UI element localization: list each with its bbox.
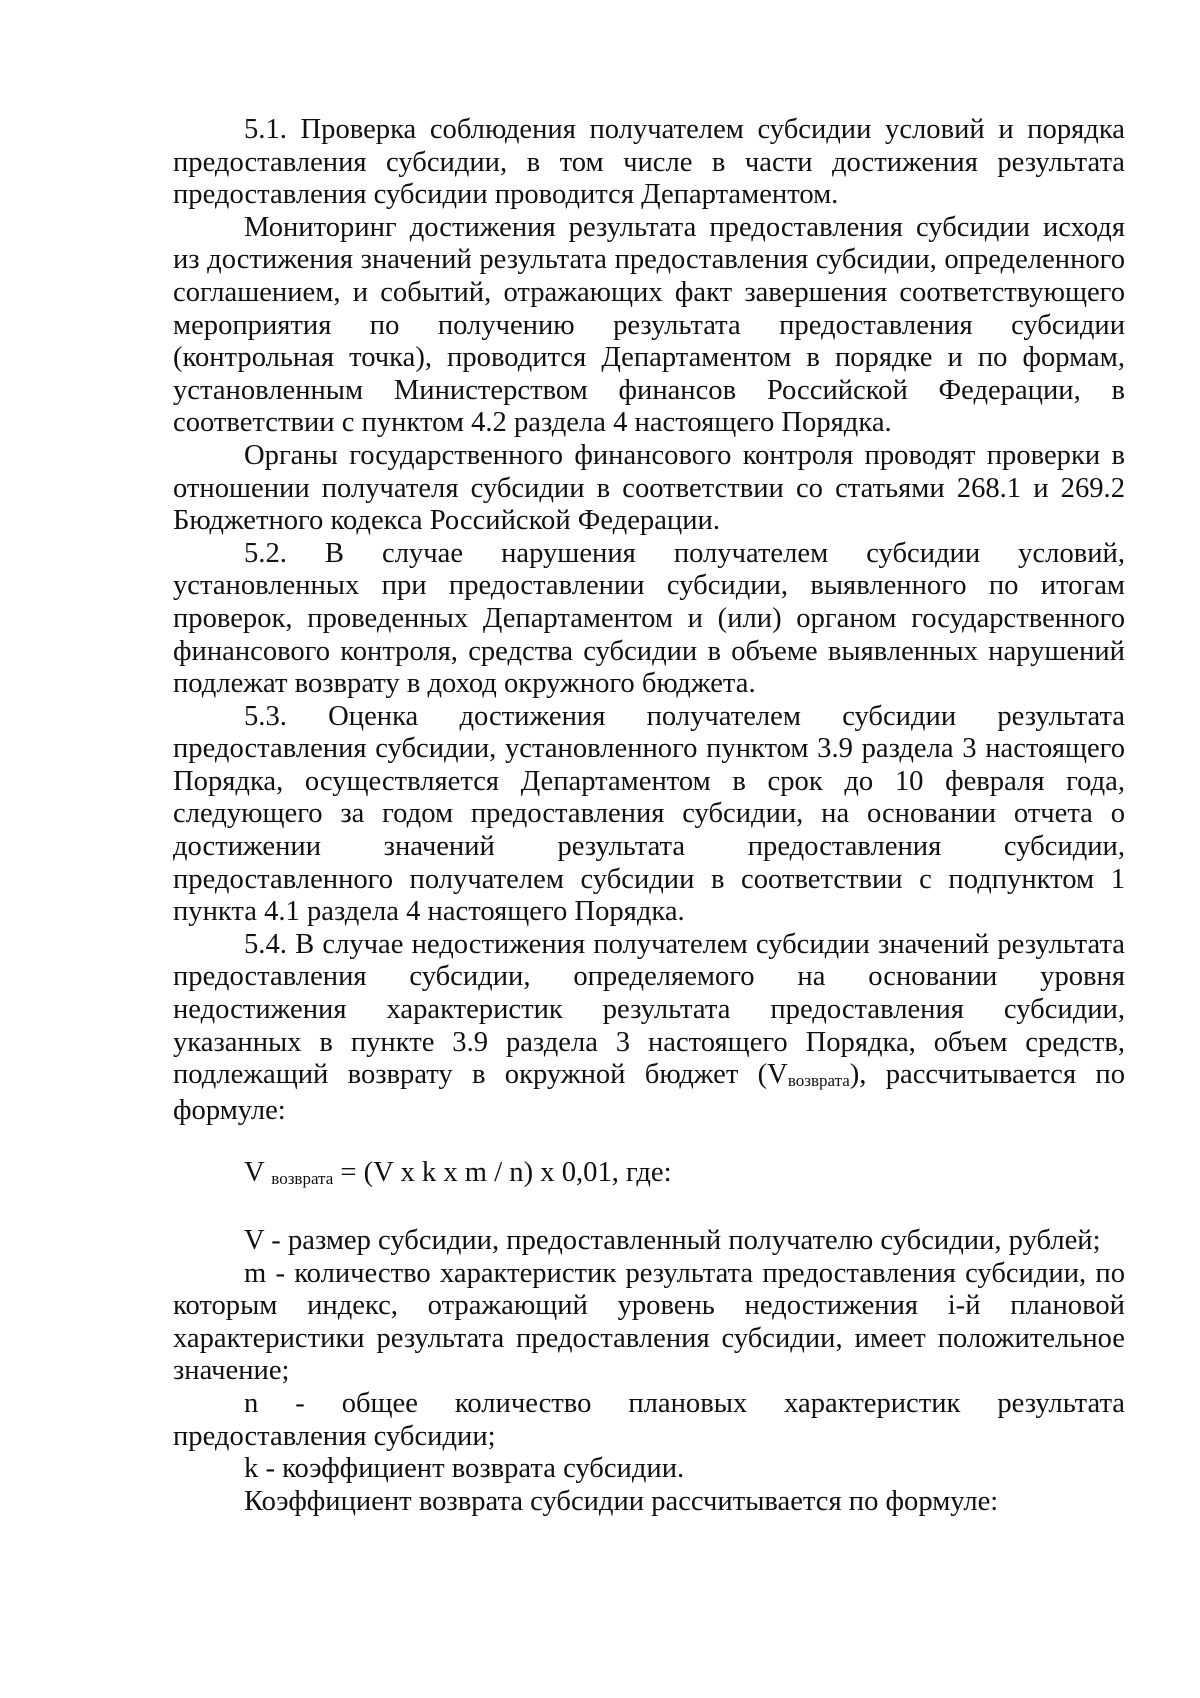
document-body: [173, 114, 1125, 1518]
return-formula: [173, 1127, 1125, 1225]
paragraph-5-2: 5.2. В случае нарушения получателем субсидии условий, установленных при предоставлении субсидии, выявленного по итогам проверок, проведенных Департаментом и (или) органом государственного финансового контроля, средства субсидии в объеме выявленных нарушений подлежат возврату в доход окружного бюджета.: [173, 537, 1125, 700]
paragraph-5-3: 5.3. Оценка достижения получателем субсидии результата предоставления субсидии, установленного пунктом 3.9 раздела 3 настоящего Порядка, осуществляется Департаментом в срок до 10 февраля года, следующего за годом предоставления субсидии, на основании отчета о достижении значений результата предоставления субсидии, предоставленного получателем субсидии в соответствии с подпунктом 1 пункта 4.1 раздела 4 настоящего Порядка.: [173, 700, 1125, 928]
formula-lhs: V: [244, 1157, 265, 1189]
paragraph-5-4-subscript: возврата: [787, 1071, 850, 1091]
paragraph-5-4-text: 5.4. В случае недостижения получателем субсидии значений результата предоставления субсидии, определяемого на основании уровня недостижения характеристик результата предоставления субсидии, указанных в пункте 3.9 раздела 3 настоящего Порядка, объем средств, подлежащий возврату в окружной бюджет (V: [173, 928, 1125, 1091]
paragraph-5-4: [173, 929, 1125, 1128]
definition-v: V - размер субсидии, предоставленный получателю субсидии, рублей;: [244, 1225, 1101, 1256]
definition-m: m - количество характеристик результата предоставления субсидии, по которым индекс, отражающий уровень недостижения i-й плановой характеристики результата предоставления субсидии, имеет положительное значение;: [173, 1257, 1125, 1387]
formula-rhs: = (V x k x m / n) x 0,01, где:: [333, 1157, 672, 1189]
definition-n: n - общее количество плановых характеристик результата предоставления субсидии;: [173, 1387, 1125, 1452]
paragraph-control-bodies: Органы государственного финансового контроля проводят проверки в отношении получателя субсидии в соответствии со статьями 268.1 и 269.2 Бюджетного кодекса Российской Федерации.: [173, 439, 1125, 537]
definition-k: k - коэффициент возврата субсидии.: [244, 1453, 685, 1485]
formula-subscript: возврата: [271, 1169, 334, 1189]
paragraph-monitoring: Мониторинг достижения результата предоставления субсидии исходя из достижения значений результата предоставления субсидии, определенного соглашением, и событий, отражающих факт завершения соответствующего мероприятия по получению результата предоставления субсидии (контрольная точка), проводится Департаментом в порядке и по формам, установленным Министерством финансов Российской Федерации, в соответствии с пунктом 4.2 раздела 4 настоящего Порядка.: [173, 211, 1125, 439]
paragraph-5-4-tail: ), рассчитывается по формуле:: [173, 1059, 1126, 1126]
paragraph-coefficient: Коэффициент возврата субсидии рассчитывается по формуле:: [244, 1485, 999, 1517]
paragraph-5-1: 5.1. Проверка соблюдения получателем субсидии условий и порядка предоставления субсидии, в том числе в части достижения результата предоставления субсидии проводится Департаментом.: [173, 114, 1125, 211]
